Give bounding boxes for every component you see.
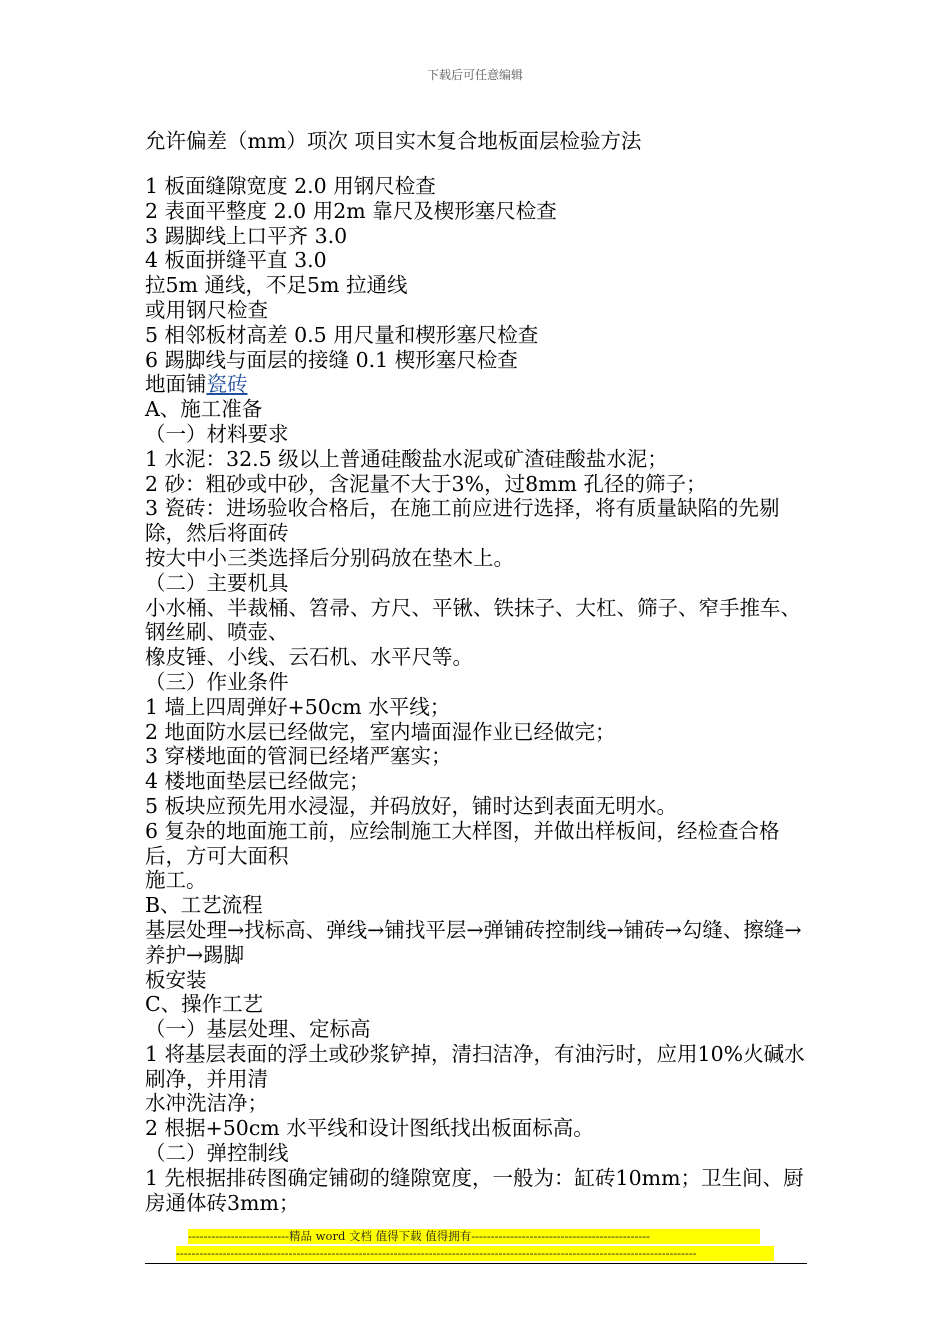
text-line: 4 楼地面垫层已经做完； bbox=[145, 769, 370, 794]
section-heading: C、操作工艺 bbox=[145, 992, 264, 1017]
text-line: 3 瓷砖：进场验收合格后，在施工前应进行选择，将有质量缺陷的先剔除，然后将面砖 bbox=[145, 496, 780, 546]
section-heading: B、工艺流程 bbox=[145, 893, 263, 918]
text-line: 5 相邻板材高差 0.5 用尺量和楔形塞尺检查 bbox=[145, 322, 539, 347]
page-header: 下载后可任意编辑 bbox=[426, 68, 523, 82]
text-line: 1 板面缝隙宽度 2.0 用钢尺检查 bbox=[145, 174, 436, 198]
text-line: 6 踢脚线与面层的接缝 0.1 楔形塞尺检查 bbox=[145, 347, 518, 372]
footer-dash-line: -------------------------------------------------------------------------------------------------------------------------------------- bbox=[176, 1246, 774, 1261]
text-line: 2 地面防水层已经做完，室内墙面湿作业已经做完； bbox=[145, 719, 616, 744]
text-line: 4 板面拼缝平直 3.0 bbox=[145, 248, 327, 273]
process-flow: 基层处理→找标高、弹线→铺找平层→弹铺砖控制线→铺砖→勾缝、擦缝→养护→踢脚 bbox=[145, 917, 802, 967]
document-body bbox=[145, 174, 810, 1215]
text-line: 1 墙上四周弹好+50cm 水平线； bbox=[145, 694, 451, 719]
text-line: 拉5m 通线，不足5m 拉通线 bbox=[145, 273, 408, 298]
subsection-heading: （一）材料要求 bbox=[145, 421, 289, 446]
table-title: 允许偏差（mm）项次 项目实木复合地板面层检验方法 bbox=[145, 129, 642, 153]
text-line: 2 表面平整度 2.0 用2m 靠尺及楔形塞尺检查 bbox=[145, 198, 557, 223]
footer-rule bbox=[145, 1263, 807, 1264]
text-line: 按大中小三类选择后分别码放在垫木上。 bbox=[145, 545, 514, 570]
text-line: 3 踢脚线上口平齐 3.0 bbox=[145, 223, 348, 248]
text-line: 施工。 bbox=[145, 868, 207, 893]
text-line: 2 根据+50cm 水平线和设计图纸找出板面标高。 bbox=[145, 1116, 594, 1141]
subsection-heading: （三）作业条件 bbox=[145, 669, 289, 694]
text-line: 1 水泥：32.5 级以上普通硅酸盐水泥或矿渣硅酸盐水泥； bbox=[145, 446, 668, 471]
heading-prefix: 地面铺 bbox=[145, 372, 207, 397]
tile-link[interactable]: 瓷砖 bbox=[206, 372, 248, 397]
text-line: 橡皮锤、小线、云石机、水平尺等。 bbox=[145, 645, 473, 670]
text-line: 6 复杂的地面施工前，应绘制施工大样图，并做出样板间，经检查合格后，方可大面积 bbox=[145, 818, 780, 868]
text-line: 5 板块应预先用水浸湿，并码放好，铺时达到表面无明水。 bbox=[145, 793, 678, 818]
text-line: 板安装 bbox=[145, 967, 207, 992]
subsection-heading: （二）主要机具 bbox=[145, 570, 289, 595]
text-line: 1 先根据排砖图确定铺砌的缝隙宽度，一般为：缸砖10mm；卫生间、厨房通体砖3mm； bbox=[145, 1165, 804, 1215]
section-heading-tile bbox=[145, 372, 810, 397]
section-heading: A、施工准备 bbox=[145, 397, 263, 422]
text-line: 水冲洗洁净； bbox=[145, 1091, 268, 1116]
footer-banner: --------------------------精品 word 文档 值得下载 值得拥有---------------------------------------------- bbox=[188, 1229, 760, 1244]
text-line: 3 穿楼地面的管洞已经堵严塞实； bbox=[145, 744, 452, 769]
text-line: 2 砂：粗砂或中砂，含泥量不大于3%，过8mm 孔径的筛子； bbox=[145, 471, 707, 496]
subsection-heading: （一）基层处理、定标高 bbox=[145, 1017, 371, 1042]
text-line: 或用钢尺检查 bbox=[145, 297, 268, 322]
text-line: 1 将基层表面的浮土或砂浆铲掉，清扫洁净，有油污时，应用10%火碱水刷净，并用清 bbox=[145, 1041, 805, 1091]
text-line: 小水桶、半裁桶、笤帚、方尺、平锹、铁抹子、大杠、筛子、窄手推车、钢丝刷、喷壶、 bbox=[145, 595, 801, 645]
subsection-heading: （二）弹控制线 bbox=[145, 1141, 289, 1166]
